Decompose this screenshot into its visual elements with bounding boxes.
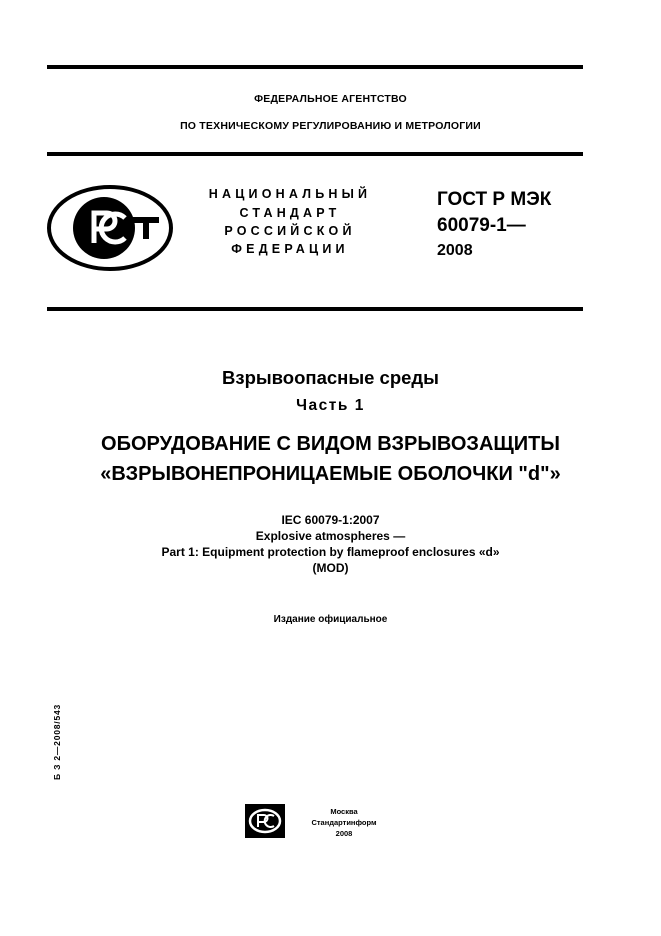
- standard-word-2: СТАНДАРТ: [239, 206, 341, 220]
- agency-line-1: ФЕДЕРАЛЬНОЕ АГЕНТСТВО: [254, 93, 407, 105]
- publisher-name: Стандартинформ: [311, 818, 377, 827]
- publisher-year: 2008: [335, 829, 353, 838]
- standard-word-3: РОССИЙСКОЙ: [224, 224, 356, 238]
- agency-line-2: ПО ТЕХНИЧЕСКОМУ РЕГУЛИРОВАНИЮ И МЕТРОЛОГИИ: [180, 120, 481, 132]
- main-title-line-1: ОБОРУДОВАНИЕ С ВИДОМ ВЗРЫВОЗАЩИТЫ: [101, 433, 560, 455]
- main-title-line-2: «ВЗРЫВОНЕПРОНИЦАЕМЫЕ ОБОЛОЧКИ "d"»: [100, 463, 561, 485]
- standard-word-1: НАЦИОНАЛЬНЫЙ: [208, 187, 372, 201]
- iec-title-1: Explosive atmospheres —: [255, 529, 406, 543]
- publisher-block: [292, 806, 396, 839]
- side-registration-code: Б З 2—2008/543: [52, 703, 62, 780]
- standard-word-4: ФЕДЕРАЦИИ: [231, 242, 349, 256]
- gost-r-logo-icon: [47, 185, 173, 271]
- edition-note: Издание официальное: [273, 614, 388, 625]
- iec-mod: (MOD): [312, 561, 349, 575]
- designation-line-1: ГОСТ Р МЭК: [437, 189, 552, 210]
- publisher-city: Москва: [330, 807, 358, 816]
- part-label: Часть 1: [296, 397, 365, 414]
- designation-line-3: 2008: [437, 242, 473, 259]
- document-title: Взрывоопасные среды: [222, 367, 439, 388]
- iec-title-2: Part 1: Equipment protection by flameproof enclosures «d»: [161, 545, 500, 559]
- designation-line-2: 60079-1—: [437, 215, 526, 236]
- standartinform-logo-icon: [245, 804, 285, 838]
- iec-code: IEC 60079-1:2007: [281, 513, 380, 527]
- top-rule: [47, 65, 583, 69]
- middle-rule: [47, 307, 583, 311]
- header-rule: [47, 152, 583, 156]
